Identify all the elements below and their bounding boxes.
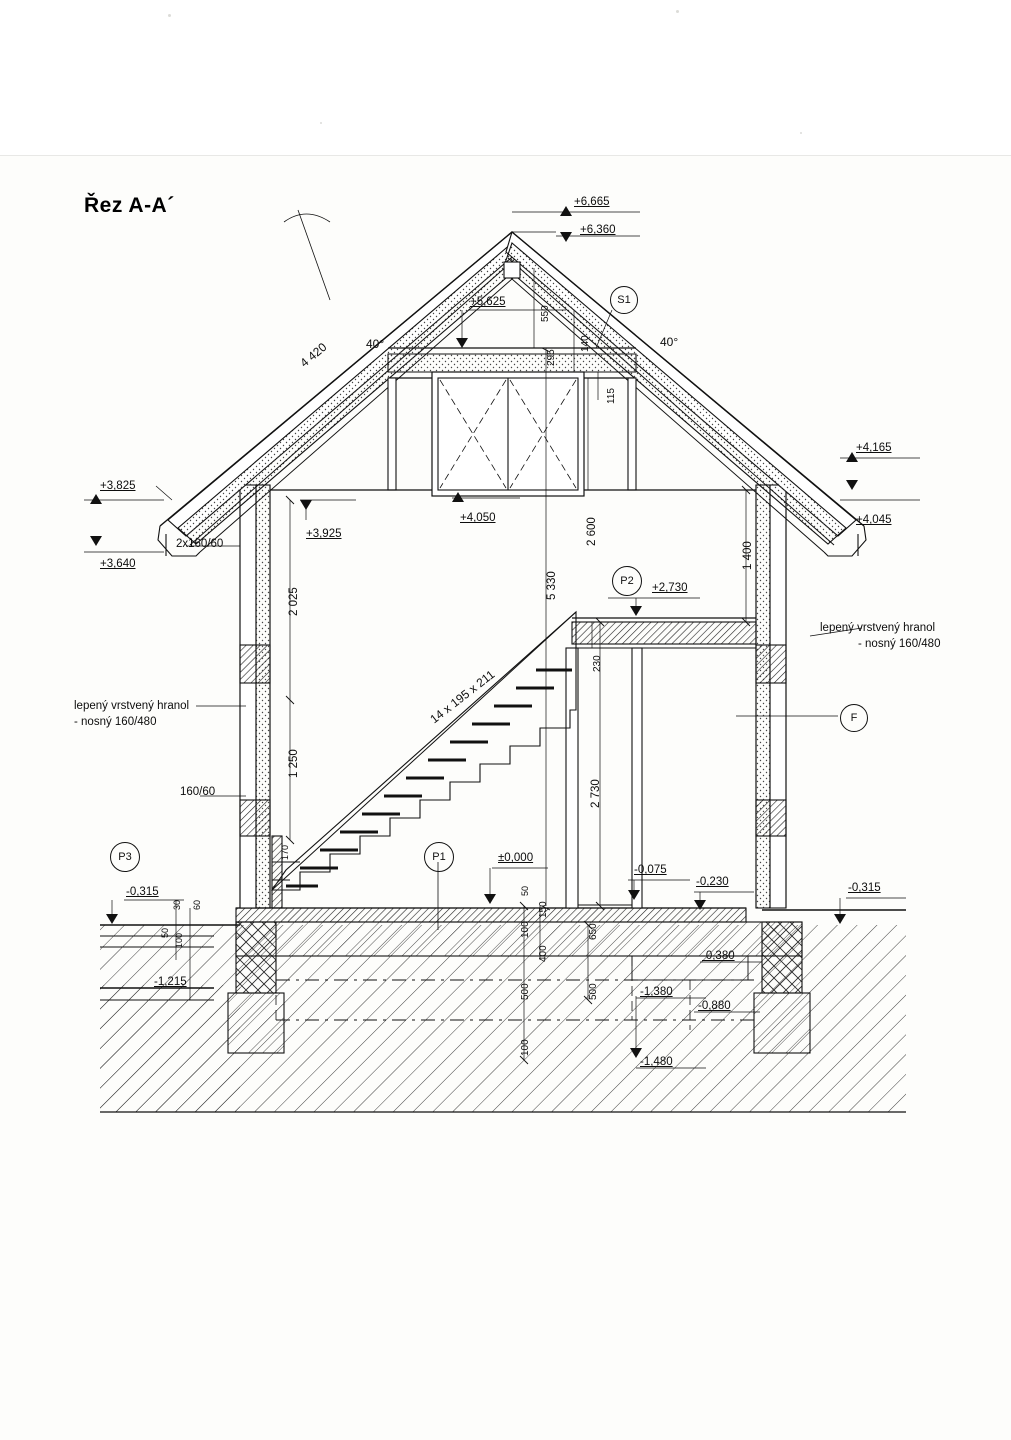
level-ridge-top: +6,665: [574, 196, 610, 208]
dim-100-left: 100: [174, 932, 184, 948]
page-title: Řez A-A´: [84, 194, 175, 217]
dim-150: 150: [538, 901, 549, 918]
dim-100-bottom: 100: [520, 1039, 531, 1056]
level-ground-zero: ±0,000: [498, 852, 534, 864]
dim-roof-pitch-right: 40°: [660, 335, 679, 349]
dim-attic-2600: 2 600: [586, 517, 598, 546]
level-outside-ground: -0,230: [696, 876, 729, 888]
dim-60: 60: [192, 899, 202, 910]
dim-115: 115: [606, 388, 617, 404]
dim-170: 170: [280, 844, 290, 860]
dim-295: 295: [546, 349, 557, 366]
level-footing-bottom: -1,480: [640, 1056, 673, 1068]
level-ridge: +6,360: [580, 224, 616, 236]
dim-1250: 1 250: [288, 749, 300, 778]
level-terrace: -0,075: [634, 864, 667, 876]
dim-500-right: 500: [588, 983, 599, 1000]
dim-400: 400: [538, 945, 549, 962]
marker-f: F: [840, 704, 868, 732]
level-first-floor: +2,730: [652, 582, 688, 594]
dim-rafter-length: 4 420: [297, 339, 330, 370]
dim-1400: 1 400: [742, 541, 754, 570]
level-window-head: +4,050: [460, 512, 496, 524]
note-left-line1: lepený vrstvený hranol: [74, 700, 190, 712]
level-footing-mid: -1,380: [640, 986, 673, 998]
stair-spec-label: 14 x 195 x 211: [427, 667, 498, 727]
dim-140: 140: [580, 335, 591, 352]
note-left-line2: - nosný 160/480: [74, 716, 157, 728]
dim-100-slab: 100: [520, 921, 531, 938]
level-footing-right: -0,880: [698, 1000, 731, 1012]
note-right-line2: - nosný 160/480: [858, 638, 941, 650]
dim-500-left: 500: [520, 983, 531, 1000]
level-eave-right-high: +4,165: [856, 442, 892, 454]
beam-160-60-label: 160/60: [180, 786, 216, 798]
level-footing-left: -1,215: [154, 976, 187, 988]
beam-2x160-60-label: 2x160/60: [176, 538, 224, 550]
marker-p3: P3: [110, 842, 140, 872]
marker-s1: S1: [610, 286, 638, 314]
dim-230: 230: [592, 655, 603, 672]
dim-2025: 2 025: [288, 587, 300, 616]
dim-650: 650: [588, 923, 599, 940]
dim-roof-pitch-left: 40°: [366, 337, 385, 351]
marker-p2: P2: [612, 566, 642, 596]
level-right-ground: -0,315: [848, 882, 881, 894]
dim-50: 50: [520, 885, 530, 896]
level-attic-ceiling: +5,625: [470, 296, 506, 308]
level-footing-step: -0,380: [702, 950, 735, 962]
level-left-ground: -0,315: [126, 886, 159, 898]
dim-30: 30: [172, 899, 182, 910]
dim-ridge-550: 550: [540, 305, 551, 322]
level-wall-top-left: +3,925: [306, 528, 342, 540]
level-eave-left: +3,640: [100, 558, 136, 570]
note-right-line1: lepený vrstvený hranol: [820, 622, 936, 634]
dim-2730: 2 730: [590, 779, 602, 808]
level-eave-left-high: +3,825: [100, 480, 136, 492]
dim-50-left: 50: [160, 927, 170, 938]
level-eave-right: +4,045: [856, 514, 892, 526]
marker-p1: P1: [424, 842, 454, 872]
dim-total-5330: 5 330: [546, 571, 558, 600]
